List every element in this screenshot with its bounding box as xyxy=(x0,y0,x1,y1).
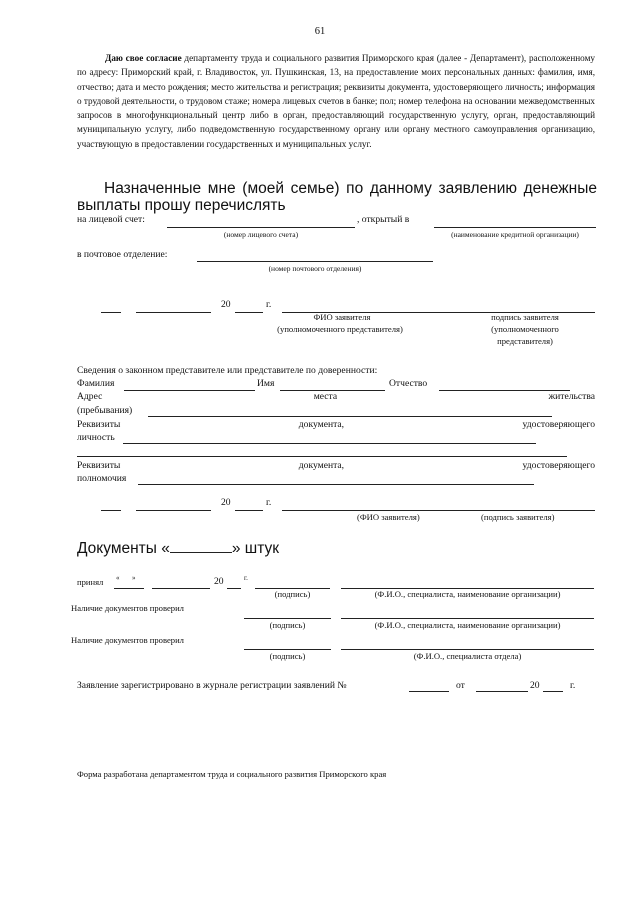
month-line xyxy=(136,312,211,313)
year-suffix-2: г. xyxy=(266,497,272,508)
checked-fio-caption-1: (Ф.И.О., специалиста, наименование организации) xyxy=(374,620,561,630)
sign-caption-3: представителя) xyxy=(497,336,553,346)
year-suffix: г. xyxy=(266,299,272,310)
year-prefix-2: 20 xyxy=(221,497,231,508)
page-number: 61 xyxy=(314,26,326,37)
post-caption: (номер почтового отделения) xyxy=(268,264,362,273)
year-line-2 xyxy=(235,510,263,511)
documents-prefix: Документы « xyxy=(77,540,170,557)
post-office-line xyxy=(197,261,433,262)
id-doc-line-2 xyxy=(77,456,567,457)
post-label: в почтовое отделение: xyxy=(77,249,168,260)
representative-heading: Сведения о законном представителе или представителе по доверенности: xyxy=(77,365,378,376)
consent-text: департаменту труда и социального развития Приморского края (далее - Департамент), расположенному по адресу: Приморский край, г. Владивосток, ул. Пушкинская, 13, на предоставление моих персональных данных: фамилия, имя, отчество; дата и место рождения; место жительства и регистрация; реквизиты документа, удостоверяющего личность; информация о трудовой деятельности, о трудовом стаже; номера лицевых счетов в банке; пол; номер телефона на основании межведомственных запросов в многофункциональный центр либо в орган, предоставляющий государственную услугу, орган, предоставляющий муниципальную услугу, либо подведомственную государственному органу или органу местного самоуправления организацию, участвующую в предоставлении государственных и муниципальных услуг. xyxy=(77,53,595,149)
name-label: Имя xyxy=(257,378,275,389)
bank-name-line xyxy=(434,227,596,228)
checked-sign-caption-2: (подпись) xyxy=(269,651,306,661)
fio-caption-2b: (ФИО заявителя) xyxy=(357,512,420,522)
registration-from: от xyxy=(456,680,465,691)
registration-number-line xyxy=(409,691,449,692)
checked-sign-line-2 xyxy=(244,649,331,650)
address-word-3: жительства xyxy=(548,391,595,402)
checked-fio-line-1 xyxy=(341,618,594,619)
id-cont: личность xyxy=(77,432,115,443)
auth-doc-line xyxy=(138,484,534,485)
consent-paragraph xyxy=(77,51,595,151)
auth-cont: полномочия xyxy=(77,473,127,484)
checked-fio-line-2 xyxy=(341,649,594,650)
account-label: на лицевой счет: xyxy=(77,214,145,225)
year-line xyxy=(235,312,263,313)
address-cont: (пребывания) xyxy=(77,405,133,416)
address-word-1: Адрес xyxy=(77,391,103,402)
accept-year-prefix: 20 xyxy=(214,576,224,587)
consent-lead: Даю свое согласие xyxy=(105,53,182,63)
checked-fio-caption-2: (Ф.И.О., специалиста отдела) xyxy=(413,651,522,661)
fio-caption-2: (уполномоченного представителя) xyxy=(277,324,403,334)
fio-caption-1: ФИО заявителя xyxy=(313,312,371,322)
accept-month-line xyxy=(152,588,210,589)
accept-day-line xyxy=(114,588,144,589)
patronymic-label: Отчество xyxy=(389,378,428,389)
checked-sign-caption-1: (подпись) xyxy=(269,620,306,630)
address-row xyxy=(77,391,595,402)
registration-year-line xyxy=(543,691,563,692)
bank-caption: (наименование кредитной организации) xyxy=(451,230,579,239)
auth-word-1: Реквизиты xyxy=(77,460,121,471)
registration-text: Заявление зарегистрировано в журнале регистрации заявлений № xyxy=(77,680,347,691)
opened-label: , открытый в xyxy=(357,214,410,225)
sign-caption-1: подпись заявителя xyxy=(491,312,559,322)
fio-signature-line-2 xyxy=(282,510,595,511)
accept-year-line xyxy=(227,588,241,589)
day-line-2 xyxy=(101,510,121,511)
checked-label-2: Наличие документов проверил xyxy=(71,635,184,645)
documents-count-line xyxy=(170,538,232,553)
checked-sign-line-1 xyxy=(244,618,331,619)
accept-fio-caption: (Ф.И.О., специалиста, наименование организации) xyxy=(374,589,561,599)
sign-caption-2b: (подпись заявителя) xyxy=(481,512,555,522)
quote-open: « xyxy=(116,574,120,582)
year-prefix: 20 xyxy=(221,299,231,310)
id-word-1: Реквизиты xyxy=(77,419,121,430)
checked-label-1: Наличие документов проверил xyxy=(71,603,184,613)
auth-word-3: удостоверяющего xyxy=(522,460,595,471)
payments-heading: Назначенные мне (моей семье) по данному заявлению денежные выплаты прошу перечислять xyxy=(77,180,597,214)
address-line xyxy=(148,416,552,417)
month-line-2 xyxy=(136,510,211,511)
accept-year-suffix: г. xyxy=(244,574,248,582)
documents-suffix: » штук xyxy=(231,540,279,557)
surname-label: Фамилия xyxy=(77,378,115,389)
registration-year-suffix: г. xyxy=(570,680,576,691)
id-doc-row xyxy=(77,419,595,430)
sign-caption-2: (уполномоченного xyxy=(491,324,559,334)
registration-date-line xyxy=(476,691,528,692)
registration-year-prefix: 20 xyxy=(530,680,540,691)
day-line xyxy=(101,312,121,313)
account-caption: (номер лицевого счета) xyxy=(223,230,299,239)
documents-count xyxy=(77,538,279,558)
footer-note: Форма разработана департаментом труда и социального развития Приморского края xyxy=(77,769,387,779)
accept-sign-caption: (подпись) xyxy=(274,589,311,599)
auth-word-2: документа, xyxy=(298,460,345,471)
address-word-2: места xyxy=(313,391,338,402)
quote-close: » xyxy=(132,574,136,582)
id-word-2: документа, xyxy=(298,419,345,430)
account-number-line xyxy=(167,227,355,228)
id-doc-line xyxy=(123,443,536,444)
id-word-3: удостоверяющего xyxy=(522,419,595,430)
auth-doc-row xyxy=(77,460,595,471)
accepted-label: принял xyxy=(77,577,104,587)
